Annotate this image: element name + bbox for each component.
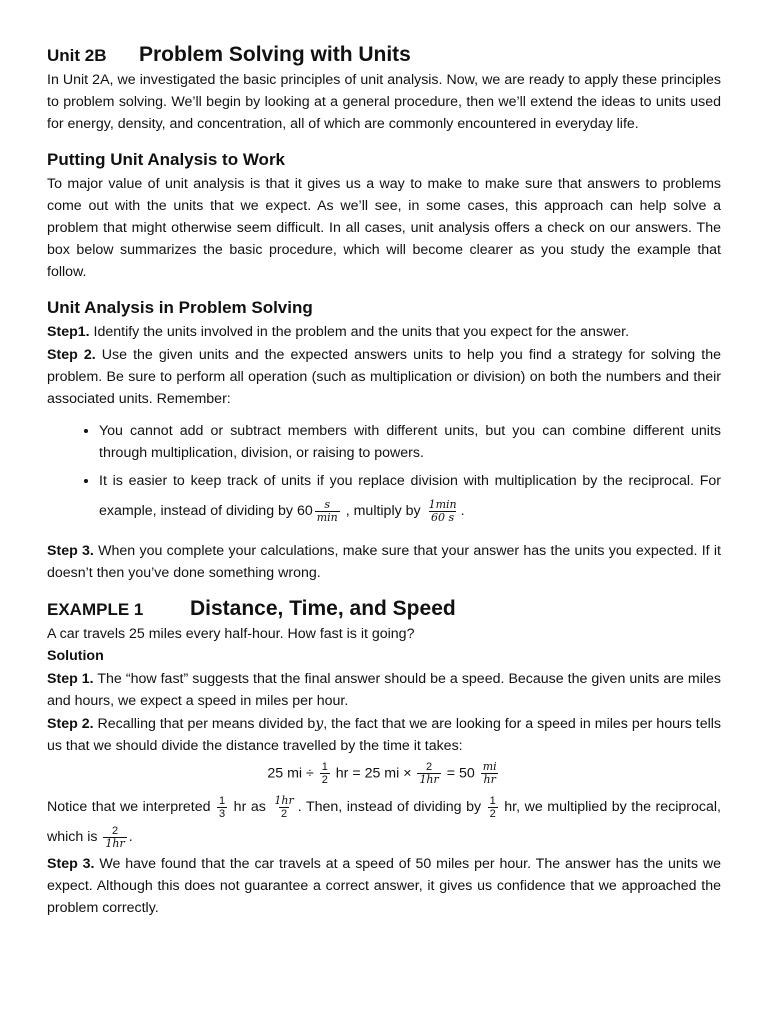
fraction-denominator: 1hr bbox=[419, 773, 439, 786]
step-label: Step 2. bbox=[47, 716, 94, 732]
fraction-numerator: mi bbox=[482, 760, 497, 773]
fraction-denominator: 60 s bbox=[431, 510, 455, 524]
bullet-text: It is easier to keep track of units if you replace division with multiplication by the reciprocal. For example, instead of dividing by 60 bbox=[99, 473, 721, 519]
unit-title: Problem Solving with Units bbox=[139, 43, 411, 66]
section-body-putting-unit-analysis: To major value of unit analysis is that it gives us a way to make to make sure that answers to problems come out with the units that we expect. As we’ll see, in some cases, this approach can help solve a problem that might otherwise seem difficult. In all cases, unit analysis offers a check on our answers. The box below summarizes the basic procedure, which will become clearer as you study the example that follow. bbox=[47, 176, 721, 280]
fraction-1hr-per-2 bbox=[272, 795, 295, 820]
speed-equation bbox=[47, 761, 721, 786]
step-label: Step1. bbox=[47, 324, 90, 340]
fraction-numerator: 2 bbox=[426, 761, 433, 773]
fraction-numerator: 2 bbox=[112, 824, 119, 837]
fraction-denominator: 1hr bbox=[105, 836, 125, 850]
fraction-2-per-1hr bbox=[103, 825, 126, 850]
procedure-step-2 bbox=[47, 344, 721, 410]
notice-text: . bbox=[128, 829, 133, 845]
equation-text: 25 mi ÷ bbox=[267, 765, 318, 782]
fraction-numerator: 1 bbox=[489, 794, 496, 807]
fraction-s-per-min bbox=[315, 499, 340, 524]
step-text-italic: y bbox=[315, 716, 324, 732]
solution-label: Solution bbox=[47, 648, 104, 664]
list-item: • You cannot add or subtract members with different units, but you can combine different units through multiplication, division, or raising to powers. bbox=[99, 420, 721, 464]
solution-step-1 bbox=[47, 668, 721, 712]
fraction-1min-per-60s bbox=[427, 499, 459, 524]
fraction-2-per-1hr bbox=[417, 761, 440, 786]
equation-text: hr = 25 mi × bbox=[331, 765, 416, 782]
list-item bbox=[99, 466, 721, 526]
fraction-denominator: 3 bbox=[219, 807, 226, 820]
unit-label: Unit 2B bbox=[47, 46, 107, 65]
example-header bbox=[47, 598, 721, 621]
fraction-numerator: 1min bbox=[428, 497, 457, 511]
equation-text: = 50 bbox=[442, 765, 479, 782]
bullet-text-end: . bbox=[460, 503, 465, 519]
step-label: Step 2. bbox=[47, 347, 96, 363]
fraction-one-third bbox=[217, 795, 227, 820]
notice-text: Notice that we interpreted bbox=[47, 799, 216, 815]
notice-paragraph bbox=[47, 792, 721, 852]
notice-text: hr as bbox=[229, 799, 271, 815]
fraction-numerator: s bbox=[324, 497, 331, 511]
fraction-numerator: 1 bbox=[321, 761, 328, 773]
step-text: We have found that the car travels at a speed of 50 miles per hour. The answer has the units we expect. Although this does not guarantee a correct answer, it gives us confidence that we approached the problem correctly. bbox=[47, 856, 721, 916]
unit-header bbox=[47, 44, 721, 67]
fraction-one-half bbox=[488, 795, 498, 820]
intro-paragraph: In Unit 2A, we investigated the basic principles of unit analysis. Now, we are ready to apply these principles to problem solving. We’ll begin by looking at a general procedure, then we’ll extend the ideas to units used for energy, density, and concentration, all of which are commonly encountered in everyday life. bbox=[47, 72, 721, 132]
fraction-denominator: 2 bbox=[280, 807, 288, 820]
fraction-denominator: 2 bbox=[321, 774, 328, 786]
step-label: Step 3. bbox=[47, 856, 95, 872]
notice-text: hr, we multiplied by the reciprocal, which is bbox=[47, 799, 721, 845]
section-heading-unit-analysis-problem-solving: Unit Analysis in Problem Solving bbox=[47, 298, 313, 317]
step-text: , the fact that we are looking for a speed in miles per hours tells us that we should divide the distance travelled by the time it takes: bbox=[47, 716, 721, 754]
step-text: Use the given units and the expected answers units to help you find a strategy for solving the problem. Be sure to perform all operation (such as multiplication or division) on both the numbers and their associated units. Remember: bbox=[47, 347, 721, 407]
step-text: The “how fast” suggests that the final answer should be a speed. Because the given units are miles and hours, we expect a speed in miles per hour. bbox=[47, 671, 721, 709]
step-text: Identify the units involved in the problem and the units that you expect for the answer. bbox=[89, 324, 630, 340]
example-label: EXAMPLE 1 bbox=[47, 600, 144, 619]
procedure-step-3 bbox=[47, 540, 721, 584]
fraction-one-half bbox=[320, 761, 330, 786]
fraction-denominator: hr bbox=[483, 773, 496, 786]
remember-list bbox=[47, 420, 721, 526]
step-label: Step 1. bbox=[47, 671, 94, 687]
section-heading-putting-unit-analysis: Putting Unit Analysis to Work bbox=[47, 150, 286, 169]
example-title: Distance, Time, and Speed bbox=[190, 597, 456, 620]
solution-step-3 bbox=[47, 853, 721, 919]
fraction-mi-per-hr bbox=[481, 761, 499, 786]
notice-text: . Then, instead of dividing by bbox=[297, 799, 486, 815]
procedure-step-1 bbox=[47, 321, 721, 343]
solution-step-2 bbox=[47, 713, 721, 757]
example-question: A car travels 25 miles every half-hour. How fast is it going? bbox=[47, 626, 415, 642]
step-text: When you complete your calculations, make sure that your answer has the units you expected. If it doesn’t then you’ve done something wrong. bbox=[47, 543, 721, 581]
fraction-numerator: 1hr bbox=[274, 793, 294, 807]
step-text: Recalling that per means divided b bbox=[93, 716, 316, 732]
bullet-text-mid: , multiply by bbox=[341, 503, 425, 519]
fraction-denominator: 2 bbox=[489, 807, 496, 820]
fraction-numerator: 1 bbox=[219, 794, 226, 807]
fraction-denominator: min bbox=[316, 510, 338, 524]
step-label: Step 3. bbox=[47, 543, 94, 559]
